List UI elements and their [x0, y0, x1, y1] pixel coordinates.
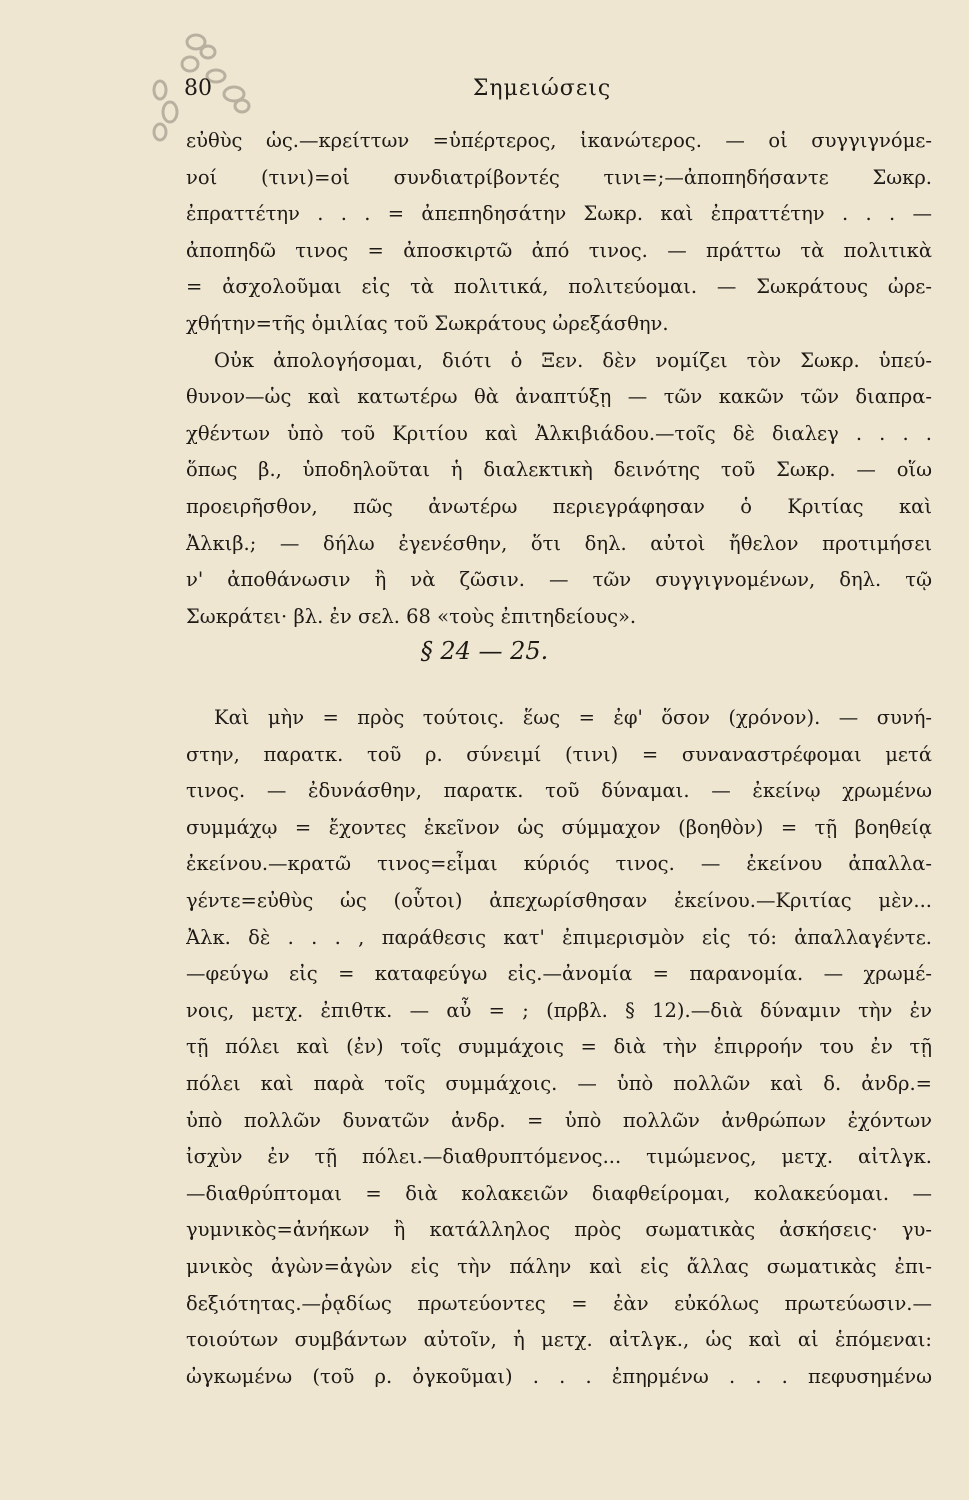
text-line: ὠγκωμένω (τοῦ ρ. ὀγκοῦμαι) . . . ἐπηρμένω . . . πεφυσημένω	[186, 1364, 932, 1388]
text-line: θυνον—ὡς καὶ κατωτέρω θὰ ἀναπτύξῃ — τῶν κακῶν τῶν διαπρα-	[186, 385, 932, 409]
text-line: ἀποπηδῶ τινος = ἀποσκιρτῶ ἀπό τινος. — πράττω τὰ πολιτικὰ	[186, 238, 932, 262]
text-line: ὑπὸ πολλῶν δυνατῶν ἀνδρ. = ὑπὸ πολλῶν ἀνθρώπων ἐχόντων	[186, 1108, 932, 1132]
text-line: ν' ἀποθάνωσιν ἢ νὰ ζῶσιν. — τῶν συγγιγνομένων, δηλ. τῷ	[186, 568, 932, 592]
text-line: νοί (τινι)=οἱ συνδιατρίβοντές τινι=;—ἀποπηδήσαντε Σωκρ.	[186, 165, 932, 189]
text-line: Οὐκ ἀπολογήσομαι, διότι ὁ Ξεν. δὲν νομίζει τὸν Σωκρ. ὑπεύ-	[214, 348, 932, 372]
text-line: γέντε=εὐθὺς ὡς (οὗτοι) ἀπεχωρίσθησαν ἐκείνου.—Κριτίας μὲν...	[186, 888, 932, 912]
text-line: = ἀσχολοῦμαι εἰς τὰ πολιτικά, πολιτεύομαι. — Σωκράτους ὠρε-	[186, 275, 932, 299]
text-line: δεξιότητας.—ῥᾳδίως πρωτεύοντες = ἐὰν εὐκόλως πρωτεύωσιν.—	[186, 1291, 932, 1315]
text-line: εὐθὺς ὡς.—κρείττων =ὑπέρτερος, ἱκανώτερος. — οἱ συγγιγνόμε-	[186, 129, 932, 152]
text-line: Ἀλκ. δὲ . . . , παράθεσις κατ' ἐπιμερισμὸν εἰς τό: ἀπαλλαγέντε.	[186, 925, 932, 949]
text-line: μνικὸς ἀγὼν=ἀγὼν εἰς τὴν πάλην καὶ εἰς ἄλλας σωματικὰς ἐπι-	[186, 1254, 932, 1278]
text-line: στην, παρατκ. τοῦ ρ. σύνειμί (τινι) = συναναστρέφομαι μετά	[186, 742, 932, 766]
running-header: Σημειώσεις	[472, 76, 612, 101]
text-line: ὅπως β., ὑποδηλοῦται ἡ διαλεκτικὴ δεινότης τοῦ Σωκρ. — οἵω	[186, 458, 932, 482]
text-line: προειρῆσθον, πῶς ἀνωτέρω περιεγράφησαν ὁ Κριτίας καὶ	[186, 494, 932, 518]
text-line: πόλει καὶ παρὰ τοῖς συμμάχοις. — ὑπὸ πολλῶν καὶ δ. ἀνδρ.=	[186, 1071, 932, 1095]
text-line: ἐπραττέτην . . . = ἀπεπηδησάτην Σωκρ. καὶ ἐπραττέτην . . . —	[186, 202, 932, 226]
text-line: συμμάχῳ = ἔχοντες ἐκεῖνον ὡς σύμμαχον (βοηθὸν) = τῇ βοηθείᾳ	[186, 815, 932, 839]
text-line: χθήτην=τῆς ὁμιλίας τοῦ Σωκράτους ὠρεξάσθην.	[186, 311, 669, 335]
section-heading: § 24 — 25.	[420, 637, 549, 665]
text-line: τινος. — ἐδυνάσθην, παρατκ. τοῦ δύναμαι. — ἐκείνῳ χρωμένω	[186, 779, 932, 803]
text-line: χθέντων ὑπὸ τοῦ Κριτίου καὶ Ἀλκιβιάδου.—τοῖς δὲ διαλεγ . . . .	[186, 421, 932, 445]
bottom-text-block	[186, 700, 932, 1395]
text-line: Καὶ μὴν = πρὸς τούτοις. ἕως = ἐφ' ὅσον (χρόνον). — συνή-	[214, 706, 932, 729]
text-line: νοις, μετχ. ἐπιθτκ. — αὖ = ; (πρβλ. § 12).—διὰ δύναμιν τὴν ἐν	[186, 998, 932, 1022]
text-line: Σωκράτει· βλ. ἐν σελ. 68 «τοὺς ἐπιτηδείους».	[186, 604, 637, 628]
text-line: —διαθρύπτομαι = διὰ κολακειῶν διαφθείρομαι, κολακεύομαι. —	[186, 1181, 932, 1205]
top-text-block	[186, 123, 932, 635]
text-line: τοιούτων συμβάντων αὐτοῖν, ἡ μετχ. αἰτλγκ., ὡς καὶ αἱ ἑπόμεναι:	[186, 1328, 932, 1352]
page-number: 80	[184, 76, 212, 101]
text-line: —φεύγω εἰς = καταφεύγω εἰς.—ἀνομία = παρανομία. — χρωμέ-	[186, 962, 932, 986]
text-line: γυμνικὸς=ἀνήκων ἢ κατάλληλος πρὸς σωματικὰς ἀσκήσεις· γυ-	[186, 1218, 932, 1242]
text-line: τῇ πόλει καὶ (ἐν) τοῖς συμμάχοις = διὰ τὴν ἐπιρροήν του ἐν τῇ	[186, 1035, 932, 1059]
text-line: ἐκείνου.—κρατῶ τινος=εἶμαι κύριός τινος. — ἐκείνου ἀπαλλα-	[186, 852, 932, 876]
text-line: Ἀλκιβ.; — δήλω ἐγενέσθην, ὅτι δηλ. αὐτοὶ ἤθελον προτιμήσει	[186, 531, 932, 555]
text-line: ἰσχὺν ἐν τῇ πόλει.—διαθρυπτόμενος... τιμώμενος, μετχ. αἰτλγκ.	[186, 1145, 932, 1169]
